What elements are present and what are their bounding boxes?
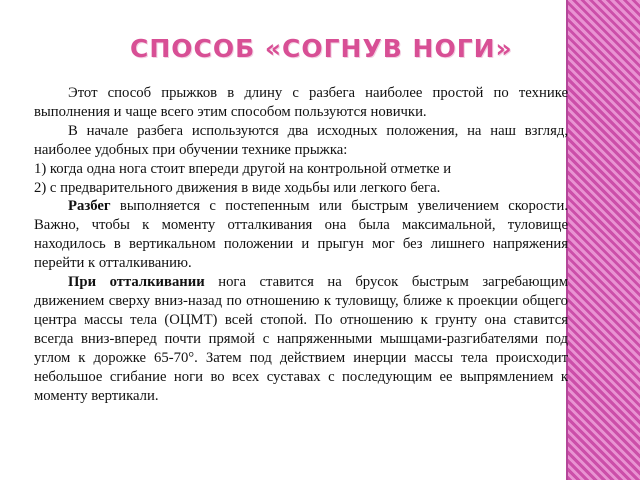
decorative-stripe: [568, 0, 640, 480]
run-up-text: выполняется с постепенным или быстрым увеличением скорости. Важно, чтобы к моменту отталкивания она была максимальной, туловище находилось в вертикальном положении и прыгун мог без лишнего напряжения перейти к отталкиванию.: [34, 198, 568, 272]
takeoff-text: нога ставится на брусок быстрым загребающим движением сверху вниз-назад по отношению к туловищу, ближе к проекции общего центра массы тела (ОЦМТ) всей стопой. По отношению к грунту она ставится всегда вниз-вперед почти прямой с напряженными мышцами-разгибателями под углом к дорожке 65-70°. Затем под действием инерции массы тела происходит небольшое сгибание ноги во всех суставах с последующим ее выпрямлением к моменту вертикали.: [34, 274, 568, 404]
list-item-1: 1) когда одна нога стоит впереди другой на контрольной отметке и: [34, 160, 452, 177]
term-takeoff: При отталкивании: [68, 274, 205, 291]
paragraph-takeoff: [34, 273, 568, 405]
slide-body: [34, 84, 568, 405]
slide-title: СПОСОБ «СОГНУВ НОГИ»: [130, 34, 513, 63]
paragraph-run-up: [34, 197, 568, 273]
list-item-2: 2) с предварительного движения в виде ходьбы или легкого бега.: [34, 179, 441, 196]
paragraph-start-positions: В начале разбега используются два исходных положения, на наш взгляд, наиболее удобных при обучении технике прыжка:: [34, 122, 568, 158]
paragraph-intro: Этот способ прыжков в длину с разбега наиболее простой по технике выполнения и чаще всего этим способом пользуются новички.: [34, 85, 568, 120]
term-run-up: Разбег: [68, 198, 111, 215]
